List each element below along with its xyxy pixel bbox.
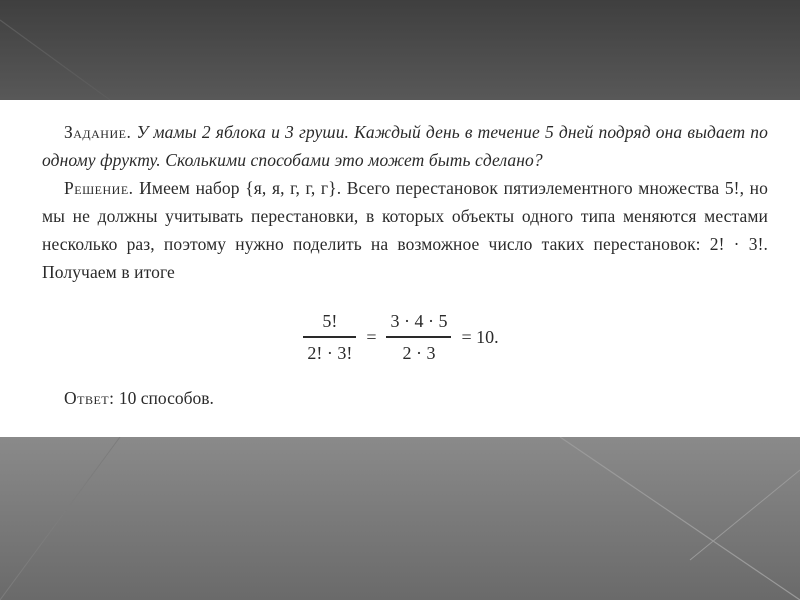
answer-text: 10 способов. <box>114 388 214 408</box>
formula <box>0 302 800 372</box>
slide-content <box>0 100 800 437</box>
solution-paragraph <box>42 174 768 286</box>
solution-label: Решение. <box>64 178 134 198</box>
equals-sign-1: = <box>366 326 377 347</box>
task-label: Задание. <box>64 122 132 142</box>
answer-label: Ответ: <box>64 388 115 408</box>
fraction-1-denominator: 2! · 3! <box>307 342 353 363</box>
background-top <box>0 0 800 100</box>
answer-line <box>64 384 214 412</box>
fraction-1-bar <box>303 336 356 338</box>
fraction-2-bar <box>386 336 451 338</box>
task-paragraph <box>42 118 768 174</box>
solution-text: Имеем набор {я, я, г, г, г}. Всего перестановок пятиэлементного множества 5!, но мы не должны учитывать перестановки, в которых объекты одного типа меняются местами несколько раз, поэтому нужно поделить на возможное число таких перестановок: 2! · 3!. Получаем в итоге <box>42 178 768 282</box>
fraction-2-numerator: 3 · 4 · 5 <box>390 311 448 332</box>
fraction-1 <box>303 309 356 365</box>
background-bottom <box>0 437 800 600</box>
text-block <box>42 118 768 286</box>
fraction-1-numerator: 5! <box>322 311 338 332</box>
task-text: У мамы 2 яблока и 3 груши. Каждый день в течение 5 дней подряд она выдает по одному фрукту. Сколькими способами это может быть сделано? <box>42 122 768 170</box>
fraction-2 <box>386 309 451 365</box>
fraction-2-denominator: 2 · 3 <box>402 342 436 363</box>
formula-result: = 10. <box>461 326 499 347</box>
